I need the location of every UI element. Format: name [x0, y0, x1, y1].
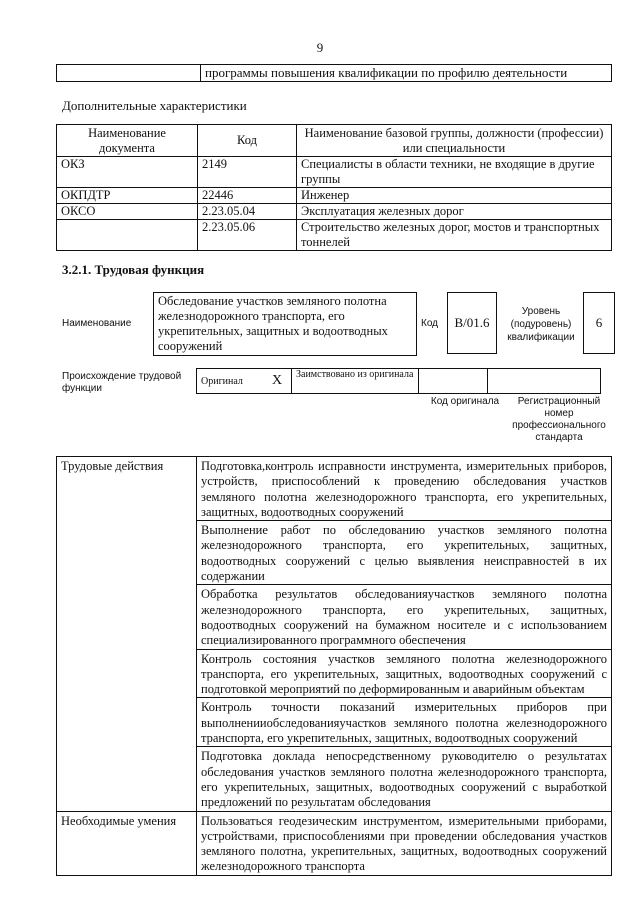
action-item: Контроль состояния участков земляного полотна железнодорожного транспорта, его укрепительных, защитных, водоотводных сооружений с подготовкой мероприятий по деформированным и аварийным объектам	[197, 649, 612, 698]
table-row	[57, 220, 612, 251]
action-item: Обработка результатов обследованияучастков земляного полотна железнодорожного транспорта, его укрепительных, защитных, водоотводных сооружений на бумажном носителе и с использованием специализированного программного обеспечения	[197, 585, 612, 649]
actions-label: Трудовые действия	[57, 457, 197, 812]
row-name: Инженер	[297, 188, 612, 204]
code-original-cell	[419, 369, 488, 394]
action-item: Подготовка,контроль исправности инструмента, измерительных приборов, устройств, приспособлений к проведению обследования участков земляного полотна железнодорожного транспорта, его укрепительных, защитных, водоотводных сооружений	[197, 457, 612, 521]
original-mark: X	[263, 369, 292, 394]
labor-function-title: 3.2.1. Трудовая функция	[62, 262, 205, 277]
table-row	[57, 204, 612, 220]
action-item: Подготовка доклада непосредственному руководителю о результатах обследования участков земляного полотна железнодорожного транспорта, его укрепительных, защитных, водоотводных сооружений с выработкой предложений по результатам обследования	[197, 747, 612, 811]
row-doc: ОКПДТР	[57, 188, 198, 204]
action-item: Выполнение работ по обследованию участков земляного полотна железнодорожного транспорта, его укрепительных, защитных, водоотводных сооружений с целью выявления неисправностей в их содержании	[197, 521, 612, 585]
row-name: Строительство железных дорог, мостов и транспортных тоннелей	[297, 220, 612, 251]
reg-number-cell	[488, 369, 601, 394]
borrowed-label: Заимствовано из оригинала	[292, 369, 419, 394]
header-document: Наименование документа	[57, 125, 198, 157]
page-number: 9	[316, 40, 324, 55]
top-row-cell-text: программы повышения квалификации по профилю деятельности	[201, 65, 612, 82]
origin-label: Происхождение трудовой функции	[62, 371, 182, 394]
row-name: Эксплуатация железных дорог	[297, 204, 612, 220]
code-original-label: Код оригинала	[430, 396, 500, 407]
row-doc: ОКСО	[57, 204, 198, 220]
row-code: 2.23.05.06	[198, 220, 297, 251]
row-code: 2.23.05.04	[198, 204, 297, 220]
additional-characteristics-title: Дополнительные характеристики	[62, 98, 247, 113]
top-row-cell-empty	[57, 65, 201, 82]
level-box: 6	[583, 292, 615, 354]
level-label: Уровень (подуровень) квалификации	[507, 306, 575, 343]
code-label: Код	[421, 318, 439, 329]
row-name: Специалисты в области техники, не входящие в другие группы	[297, 157, 612, 188]
row-doc: ОКЗ	[57, 157, 198, 188]
table-row	[57, 157, 612, 188]
header-code: Код	[198, 125, 297, 157]
function-name-box: Обследование участков земляного полотна железнодорожного транспорта, его укрепительных, защитных и водоотводных сооружений	[153, 292, 417, 356]
origin-table	[196, 368, 601, 394]
name-label: Наименование	[62, 318, 132, 329]
row-code: 22446	[198, 188, 297, 204]
skill-item: Пользоваться геодезическим инструментом, измерительными приборами, устройствами, приспособлениями при проведении обследования участков земляного полотна, укрепительных, защитных, водоотводных сооружений железнодорожного транспорта	[197, 811, 612, 875]
labor-function-details-table	[56, 456, 612, 876]
header-group-name: Наименование базовой группы, должности (профессии) или специальности	[297, 125, 612, 157]
row-code: 2149	[198, 157, 297, 188]
top-row-table	[56, 64, 612, 82]
additional-characteristics-table	[56, 124, 612, 251]
table-row	[57, 188, 612, 204]
reg-number-label: Регистрационный номер профессионального стандарта	[512, 396, 606, 443]
skills-label: Необходимые умения	[57, 811, 197, 875]
function-code-box: В/01.6	[447, 292, 497, 354]
row-doc	[57, 220, 198, 251]
original-label: Оригинал	[197, 369, 264, 394]
action-item: Контроль точности показаний измерительных приборов при выполненииобследованияучастков земляного полотна железнодорожного транспорта, его укрепительных, защитных, водоотводных сооружений	[197, 698, 612, 747]
